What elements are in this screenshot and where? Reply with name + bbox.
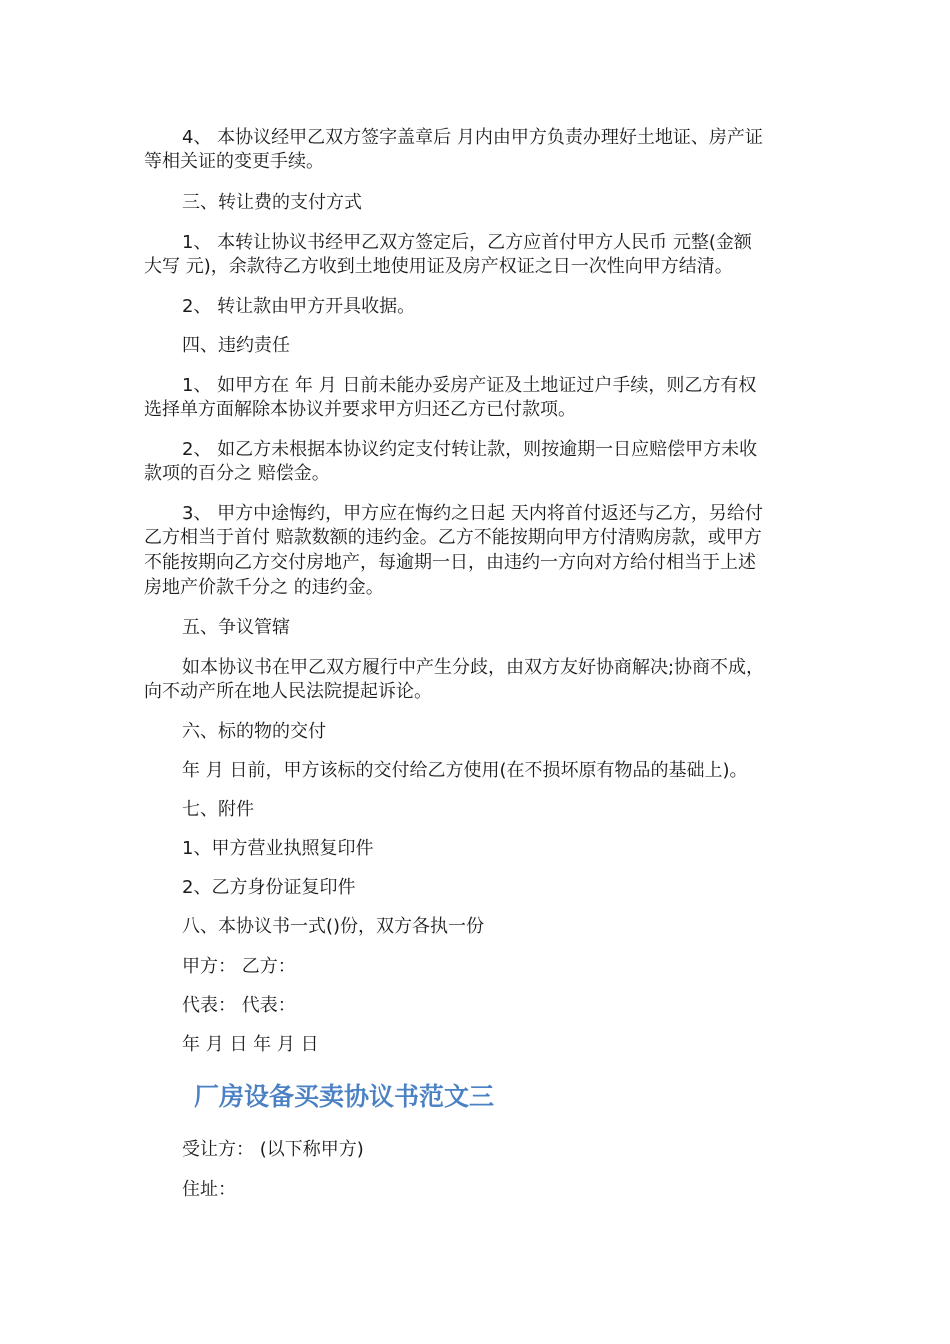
dispute-text-line-1: 如本协议书在甲乙双方履行中产生分歧，由双方友好协商解决;协商不成，: [182, 657, 765, 678]
breach-clause-3-line-3: 不能按期向乙方交付房地产，每逾期一日，由违约一方向对方给付相当于上述: [144, 552, 756, 573]
attachment-2: 2、乙方身份证复印件: [182, 877, 356, 898]
dispute-text-line-2: 向不动产所在地人民法院提起诉论。: [144, 681, 432, 702]
breach-clause-1-line-1: 1、 如甲方在 年 月 日前未能办妥房产证及土地证过户手续，则乙方有权: [182, 375, 757, 396]
breach-clause-3-line-1: 3、 甲方中途悔约，甲方应在悔约之日起 天内将首付返还与乙方，另给付: [182, 503, 763, 524]
section-4-heading: 四、违约责任: [182, 335, 290, 356]
breach-clause-3-line-2: 乙方相当于首付 赔款数额的违约金。乙方不能按期向甲方付清购房款，或甲方: [144, 527, 762, 548]
section-title: 厂房设备买卖协议书范文三: [194, 1082, 495, 1111]
clause-3-4-line-1: 4、 本协议经甲乙双方签字盖章后 月内由甲方负责办理好土地证、房产证: [182, 127, 763, 148]
clause-3-4-line-2: 等相关证的变更手续。: [144, 151, 324, 172]
section-3-heading: 三、转让费的支付方式: [182, 192, 362, 213]
section-6-heading: 六、标的物的交付: [182, 721, 326, 742]
section-5-heading: 五、争议管辖: [182, 617, 290, 638]
delivery-text: 年 月 日前，甲方该标的交付给乙方使用(在不损坏原有物品的基础上)。: [182, 760, 748, 781]
payment-clause-2: 2、 转让款由甲方开具收据。: [182, 296, 416, 317]
date-line: 年 月 日 年 月 日: [182, 1034, 319, 1055]
payment-clause-1-line-2: 大写 元)，余款待乙方收到土地使用证及房产权证之日一次性向甲方结清。: [144, 256, 733, 277]
address-line: 住址：: [182, 1179, 236, 1200]
payment-clause-1-line-1: 1、 本转让协议书经甲乙双方签定后，乙方应首付甲方人民币 元整(金额: [182, 232, 752, 253]
breach-clause-3-line-4: 房地产价款千分之 的违约金。: [144, 577, 384, 598]
section-8-heading: 八、本协议书一式()份，双方各执一份: [182, 916, 485, 937]
representative-line: 代表： 代表：: [182, 995, 296, 1016]
attachment-1: 1、甲方营业执照复印件: [182, 838, 374, 859]
breach-clause-2-line-2: 款项的百分之 赔偿金。: [144, 463, 330, 484]
section-7-heading: 七、附件: [182, 799, 254, 820]
breach-clause-1-line-2: 选择单方面解除本协议并要求甲方归还乙方已付款项。: [144, 399, 576, 420]
party-signature-line: 甲方： 乙方：: [182, 956, 296, 977]
breach-clause-2-line-1: 2、 如乙方未根据本协议约定支付转让款，则按逾期一日应赔偿甲方未收: [182, 439, 758, 460]
transferee-line: 受让方： (以下称甲方): [182, 1139, 364, 1160]
